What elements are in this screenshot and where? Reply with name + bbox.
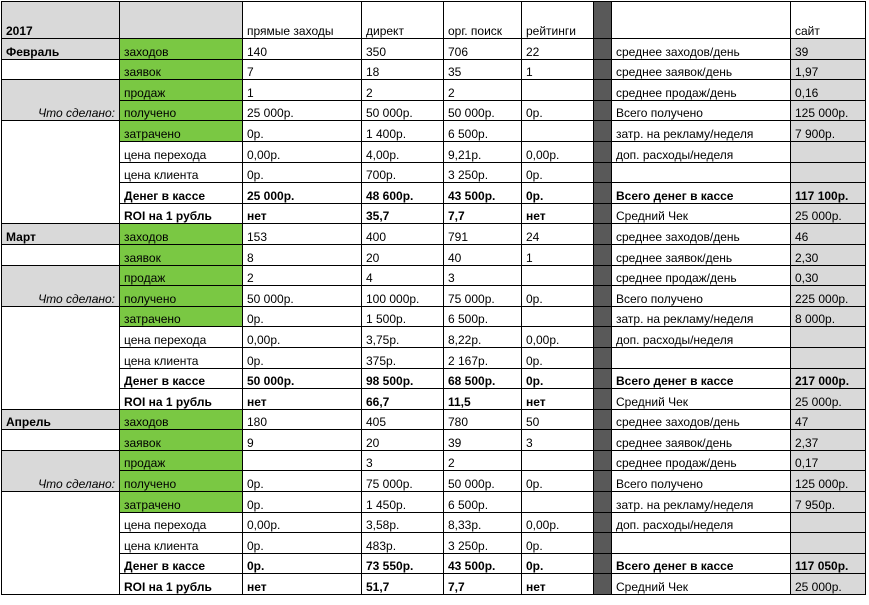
blank-cell[interactable] <box>2 80 120 101</box>
metric-label-cell[interactable]: Денег в кассе <box>120 553 243 574</box>
blank-cell[interactable] <box>2 265 120 286</box>
stat-label-cell[interactable]: Средний Чек <box>612 574 791 595</box>
value-cell[interactable]: 43 500р. <box>444 553 522 574</box>
value-cell[interactable]: 3 <box>362 450 444 471</box>
blank-cell[interactable] <box>2 430 120 451</box>
metric-label-cell[interactable]: затрачено <box>120 306 243 327</box>
table-row <box>2 492 866 513</box>
value-cell[interactable]: 0р. <box>243 492 362 513</box>
separator-column <box>594 306 612 327</box>
metric-label-cell[interactable]: заявок <box>120 59 243 80</box>
value-cell[interactable]: 4,00р. <box>362 141 444 162</box>
value-cell[interactable]: 780 <box>444 409 522 430</box>
value-cell[interactable]: 1 400р. <box>362 121 444 142</box>
table-row <box>2 39 866 60</box>
header-organic[interactable]: орг. поиск <box>444 2 522 39</box>
metric-label-cell[interactable]: цена перехода <box>120 141 243 162</box>
month-name-cell[interactable]: Апрель <box>2 409 120 430</box>
table-row <box>2 59 866 80</box>
stat-value-cell[interactable]: 125 000р. <box>791 471 866 492</box>
metric-label-cell[interactable]: затрачено <box>120 121 243 142</box>
value-cell[interactable]: 3 250р. <box>444 162 522 183</box>
value-cell[interactable]: 140 <box>243 39 362 60</box>
separator-column <box>594 265 612 286</box>
stat-label-cell[interactable]: затр. на рекламу/неделя <box>612 121 791 142</box>
month-name-cell[interactable]: Март <box>2 224 120 245</box>
value-cell[interactable]: 7,7 <box>444 574 522 595</box>
blank-cell[interactable] <box>2 553 120 574</box>
blank-cell[interactable] <box>2 368 120 389</box>
value-cell[interactable]: 8 <box>243 244 362 265</box>
done-label-cell[interactable]: Что сделано: <box>2 286 120 307</box>
value-cell[interactable]: 4 <box>362 265 444 286</box>
value-cell[interactable]: 0р. <box>522 286 594 307</box>
stat-label-cell[interactable] <box>612 347 791 368</box>
stat-label-cell[interactable]: доп. расходы/неделя <box>612 141 791 162</box>
table-row <box>2 327 866 348</box>
table-row <box>2 286 866 307</box>
value-cell[interactable]: 2 <box>444 80 522 101</box>
value-cell[interactable]: 18 <box>362 59 444 80</box>
value-cell[interactable]: 3,75р. <box>362 327 444 348</box>
table-row <box>2 244 866 265</box>
stat-value-cell[interactable] <box>791 162 866 183</box>
table-row <box>2 430 866 451</box>
stat-label-cell[interactable]: среднее продаж/день <box>612 450 791 471</box>
value-cell[interactable]: 0,00р. <box>243 327 362 348</box>
value-cell[interactable]: 1 500р. <box>362 306 444 327</box>
done-label-cell[interactable]: Что сделано: <box>2 100 120 121</box>
value-cell[interactable]: нет <box>522 203 594 224</box>
stat-value-cell[interactable] <box>791 512 866 533</box>
blank-cell[interactable] <box>2 121 120 142</box>
value-cell[interactable]: 700р. <box>362 162 444 183</box>
metric-label-cell[interactable]: затрачено <box>120 492 243 513</box>
stat-label-cell[interactable]: среднее заявок/день <box>612 244 791 265</box>
table-row <box>2 574 866 595</box>
stat-value-cell[interactable] <box>791 347 866 368</box>
value-cell[interactable]: 0р. <box>522 533 594 554</box>
value-cell[interactable]: 50 000р. <box>444 471 522 492</box>
stat-label-cell[interactable] <box>612 533 791 554</box>
stat-label-cell[interactable]: Всего денег в кассе <box>612 553 791 574</box>
separator-column <box>594 430 612 451</box>
separator-column <box>594 492 612 513</box>
table-row <box>2 80 866 101</box>
table-row <box>2 409 866 430</box>
separator-column <box>594 450 612 471</box>
value-cell[interactable]: 483р. <box>362 533 444 554</box>
stat-value-cell[interactable]: 2,37 <box>791 430 866 451</box>
value-cell[interactable]: 75 000р. <box>362 471 444 492</box>
separator-column <box>594 121 612 142</box>
value-cell[interactable]: 50 000р. <box>362 100 444 121</box>
year-cell[interactable]: 2017 <box>2 2 120 39</box>
stat-label-cell[interactable]: среднее заходов/день <box>612 409 791 430</box>
stat-label-cell[interactable]: Средний Чек <box>612 203 791 224</box>
metric-label-cell[interactable]: цена перехода <box>120 327 243 348</box>
stat-value-cell[interactable] <box>791 327 866 348</box>
value-cell[interactable]: 180 <box>243 409 362 430</box>
stat-label-cell[interactable]: среднее заявок/день <box>612 430 791 451</box>
metric-label-cell[interactable]: ROI на 1 рубль <box>120 574 243 595</box>
metric-label-cell[interactable]: цена клиента <box>120 533 243 554</box>
metric-label-cell[interactable]: ROI на 1 рубль <box>120 389 243 410</box>
value-cell[interactable]: 0,00р. <box>522 512 594 533</box>
value-cell[interactable]: 35,7 <box>362 203 444 224</box>
value-cell[interactable]: 0р. <box>522 162 594 183</box>
metric-label-cell[interactable]: Денег в кассе <box>120 368 243 389</box>
stat-label-cell[interactable]: Всего получено <box>612 100 791 121</box>
value-cell[interactable]: 68 500р. <box>444 368 522 389</box>
metric-label-cell[interactable]: цена клиента <box>120 347 243 368</box>
metric-label-cell[interactable]: продаж <box>120 80 243 101</box>
value-cell[interactable]: 0р. <box>522 553 594 574</box>
header-direct-visits[interactable]: прямые заходы <box>243 2 362 39</box>
value-cell[interactable]: 35 <box>444 59 522 80</box>
table-row <box>2 265 866 286</box>
stat-label-cell[interactable]: среднее заходов/день <box>612 224 791 245</box>
table-row <box>2 183 866 204</box>
metric-label-cell[interactable]: цена перехода <box>120 512 243 533</box>
blank-cell[interactable] <box>2 347 120 368</box>
table-row <box>2 471 866 492</box>
separator-column <box>594 409 612 430</box>
stat-label-cell[interactable]: затр. на рекламу/неделя <box>612 492 791 513</box>
value-cell[interactable]: 7,7 <box>444 203 522 224</box>
separator-column <box>594 389 612 410</box>
value-cell[interactable]: 25 000р. <box>243 183 362 204</box>
table-row <box>2 553 866 574</box>
stat-label-cell[interactable]: доп. расходы/неделя <box>612 327 791 348</box>
blank-cell[interactable] <box>2 327 120 348</box>
value-cell[interactable]: 405 <box>362 409 444 430</box>
stat-label-cell[interactable]: Всего получено <box>612 286 791 307</box>
done-label-cell[interactable]: Что сделано: <box>2 471 120 492</box>
value-cell[interactable]: 2 <box>243 265 362 286</box>
value-cell[interactable]: 0р. <box>522 347 594 368</box>
blank-cell[interactable] <box>2 533 120 554</box>
blank-cell[interactable] <box>2 389 120 410</box>
metric-label-cell[interactable]: ROI на 1 рубль <box>120 203 243 224</box>
value-cell[interactable]: 43 500р. <box>444 183 522 204</box>
stat-value-cell[interactable]: 217 000р. <box>791 368 866 389</box>
value-cell[interactable]: 25 000р. <box>243 100 362 121</box>
metric-label-cell[interactable]: продаж <box>120 450 243 471</box>
separator-column <box>594 224 612 245</box>
value-cell[interactable]: 0р. <box>243 347 362 368</box>
value-cell[interactable]: 0,00р. <box>522 327 594 348</box>
header-row <box>2 2 866 39</box>
value-cell[interactable]: 73 550р. <box>362 553 444 574</box>
stat-value-cell[interactable]: 0,16 <box>791 80 866 101</box>
value-cell[interactable]: 11,5 <box>444 389 522 410</box>
metric-label-cell[interactable]: заходов <box>120 409 243 430</box>
blank-cell[interactable] <box>2 574 120 595</box>
separator-column <box>594 59 612 80</box>
separator-column <box>594 286 612 307</box>
value-cell[interactable]: нет <box>522 574 594 595</box>
metric-label-cell[interactable]: получено <box>120 471 243 492</box>
table-row <box>2 162 866 183</box>
separator-column <box>594 533 612 554</box>
value-cell[interactable]: 0р. <box>522 183 594 204</box>
table-row <box>2 306 866 327</box>
stat-value-cell[interactable] <box>791 533 866 554</box>
separator-column <box>594 162 612 183</box>
value-cell[interactable] <box>522 306 594 327</box>
stat-value-cell[interactable]: 47 <box>791 409 866 430</box>
value-cell[interactable]: 0р. <box>522 100 594 121</box>
value-cell[interactable]: 50 000р. <box>444 100 522 121</box>
value-cell[interactable]: 6 500р. <box>444 306 522 327</box>
separator-column <box>594 512 612 533</box>
header-stat-blank[interactable] <box>612 2 791 39</box>
stat-value-cell[interactable]: 46 <box>791 224 866 245</box>
value-cell[interactable]: нет <box>522 389 594 410</box>
stat-value-cell[interactable]: 25 000р. <box>791 203 866 224</box>
table-row <box>2 389 866 410</box>
value-cell[interactable]: 7 <box>243 59 362 80</box>
value-cell[interactable]: 66,7 <box>362 389 444 410</box>
table-row <box>2 224 866 245</box>
stat-value-cell[interactable]: 39 <box>791 39 866 60</box>
value-cell[interactable] <box>522 80 594 101</box>
stat-label-cell[interactable]: доп. расходы/неделя <box>612 512 791 533</box>
separator-column <box>594 327 612 348</box>
value-cell[interactable]: 100 000р. <box>362 286 444 307</box>
value-cell[interactable]: 2 <box>444 450 522 471</box>
value-cell[interactable]: 9,21р. <box>444 141 522 162</box>
separator-column <box>594 80 612 101</box>
value-cell[interactable] <box>522 265 594 286</box>
stat-value-cell[interactable]: 7 900р. <box>791 121 866 142</box>
value-cell[interactable]: 2 167р. <box>444 347 522 368</box>
value-cell[interactable]: 22 <box>522 39 594 60</box>
value-cell[interactable]: 791 <box>444 224 522 245</box>
value-cell[interactable]: 0,00р. <box>243 512 362 533</box>
value-cell[interactable]: 1 450р. <box>362 492 444 513</box>
stat-value-cell[interactable]: 1,97 <box>791 59 866 80</box>
month-name-cell[interactable]: Февраль <box>2 39 120 60</box>
value-cell[interactable]: 9 <box>243 430 362 451</box>
metric-label-cell[interactable]: заходов <box>120 39 243 60</box>
value-cell[interactable]: 6 500р. <box>444 121 522 142</box>
stat-label-cell[interactable]: среднее продаж/день <box>612 80 791 101</box>
stat-value-cell[interactable]: 117 050р. <box>791 553 866 574</box>
value-cell[interactable]: 48 600р. <box>362 183 444 204</box>
blank-cell[interactable] <box>2 512 120 533</box>
metric-label-cell[interactable]: заявок <box>120 244 243 265</box>
value-cell[interactable]: 1 <box>522 59 594 80</box>
value-cell[interactable]: 400 <box>362 224 444 245</box>
separator-column <box>594 2 612 39</box>
stat-label-cell[interactable]: Средний Чек <box>612 389 791 410</box>
value-cell[interactable]: 3,58р. <box>362 512 444 533</box>
stat-value-cell[interactable]: 25 000р. <box>791 389 866 410</box>
value-cell[interactable]: 0р. <box>522 471 594 492</box>
value-cell[interactable]: 51,7 <box>362 574 444 595</box>
value-cell[interactable]: 3 <box>522 430 594 451</box>
stat-label-cell[interactable]: Всего денег в кассе <box>612 368 791 389</box>
metric-label-cell[interactable]: заходов <box>120 224 243 245</box>
value-cell[interactable]: 39 <box>444 430 522 451</box>
blank-cell[interactable] <box>2 183 120 204</box>
blank-cell[interactable] <box>2 492 120 513</box>
table-row <box>2 141 866 162</box>
stat-value-cell[interactable]: 0,17 <box>791 450 866 471</box>
separator-column <box>594 39 612 60</box>
value-cell[interactable]: нет <box>243 574 362 595</box>
stat-label-cell[interactable]: затр. на рекламу/неделя <box>612 306 791 327</box>
separator-column <box>594 347 612 368</box>
table-row <box>2 100 866 121</box>
blank-cell[interactable] <box>2 450 120 471</box>
value-cell[interactable]: 153 <box>243 224 362 245</box>
value-cell[interactable]: 0р. <box>522 368 594 389</box>
separator-column <box>594 368 612 389</box>
blank-cell[interactable] <box>2 162 120 183</box>
stat-value-cell[interactable]: 7 950р. <box>791 492 866 513</box>
stat-value-cell[interactable]: 0,30 <box>791 265 866 286</box>
value-cell[interactable]: 40 <box>444 244 522 265</box>
separator-column <box>594 203 612 224</box>
value-cell[interactable] <box>522 450 594 471</box>
separator-column <box>594 574 612 595</box>
stat-label-cell[interactable]: среднее заявок/день <box>612 59 791 80</box>
separator-column <box>594 141 612 162</box>
stat-value-cell[interactable]: 8 000р. <box>791 306 866 327</box>
stat-label-cell[interactable] <box>612 162 791 183</box>
stat-value-cell[interactable]: 225 000р. <box>791 286 866 307</box>
blank-cell[interactable] <box>2 244 120 265</box>
metric-label-cell[interactable]: продаж <box>120 265 243 286</box>
value-cell[interactable]: 8,22р. <box>444 327 522 348</box>
value-cell[interactable] <box>522 121 594 142</box>
value-cell[interactable]: 0р. <box>243 553 362 574</box>
separator-column <box>594 471 612 492</box>
separator-column <box>594 244 612 265</box>
separator-column <box>594 553 612 574</box>
value-cell[interactable]: 24 <box>522 224 594 245</box>
value-cell[interactable]: 0р. <box>243 162 362 183</box>
blank-cell[interactable] <box>2 203 120 224</box>
separator-column <box>594 100 612 121</box>
value-cell[interactable]: 3 250р. <box>444 533 522 554</box>
value-cell[interactable]: 0р. <box>243 471 362 492</box>
value-cell[interactable]: 706 <box>444 39 522 60</box>
value-cell[interactable]: 75 000р. <box>444 286 522 307</box>
value-cell[interactable]: 1 <box>243 80 362 101</box>
table-row <box>2 450 866 471</box>
value-cell[interactable]: 0р. <box>243 121 362 142</box>
stat-value-cell[interactable]: 25 000р. <box>791 574 866 595</box>
value-cell[interactable] <box>522 492 594 513</box>
stat-value-cell[interactable]: 125 000р. <box>791 100 866 121</box>
value-cell[interactable]: 50 000р. <box>243 286 362 307</box>
stat-label-cell[interactable]: Всего получено <box>612 471 791 492</box>
value-cell[interactable]: 50 <box>522 409 594 430</box>
stat-label-cell[interactable]: среднее заходов/день <box>612 39 791 60</box>
stat-label-cell[interactable]: среднее продаж/день <box>612 265 791 286</box>
value-cell[interactable]: 98 500р. <box>362 368 444 389</box>
value-cell[interactable]: 375р. <box>362 347 444 368</box>
value-cell[interactable]: 1 <box>522 244 594 265</box>
value-cell[interactable]: 0,00р. <box>522 141 594 162</box>
header-direct[interactable]: директ <box>362 2 444 39</box>
table-row <box>2 533 866 554</box>
metric-label-cell[interactable]: цена клиента <box>120 162 243 183</box>
header-ratings[interactable]: рейтинги <box>522 2 594 39</box>
stat-value-cell[interactable] <box>791 141 866 162</box>
header-site[interactable]: сайт <box>791 2 866 39</box>
metric-label-cell[interactable]: заявок <box>120 430 243 451</box>
blank-cell[interactable] <box>2 306 120 327</box>
stat-label-cell[interactable]: Всего денег в кассе <box>612 183 791 204</box>
value-cell[interactable]: нет <box>243 203 362 224</box>
metric-label-cell[interactable]: Денег в кассе <box>120 183 243 204</box>
value-cell[interactable]: 0р. <box>243 533 362 554</box>
table-row <box>2 347 866 368</box>
separator-column <box>594 183 612 204</box>
value-cell[interactable]: 6 500р. <box>444 492 522 513</box>
value-cell[interactable]: 350 <box>362 39 444 60</box>
stat-value-cell[interactable]: 2,30 <box>791 244 866 265</box>
table-row <box>2 368 866 389</box>
value-cell[interactable] <box>243 450 362 471</box>
blank-cell[interactable] <box>2 59 120 80</box>
value-cell[interactable]: 2 <box>362 80 444 101</box>
table-row <box>2 121 866 142</box>
table-row <box>2 203 866 224</box>
value-cell[interactable]: 3 <box>444 265 522 286</box>
value-cell[interactable]: 8,33р. <box>444 512 522 533</box>
table-row <box>2 512 866 533</box>
value-cell[interactable]: 20 <box>362 430 444 451</box>
value-cell[interactable]: 50 000р. <box>243 368 362 389</box>
blank-cell[interactable] <box>2 141 120 162</box>
value-cell[interactable]: нет <box>243 389 362 410</box>
report-table <box>1 1 866 595</box>
metric-label-cell[interactable]: получено <box>120 100 243 121</box>
value-cell[interactable]: 0,00р. <box>243 141 362 162</box>
stat-value-cell[interactable]: 117 100р. <box>791 183 866 204</box>
metric-label-cell[interactable]: получено <box>120 286 243 307</box>
value-cell[interactable]: 0р. <box>243 306 362 327</box>
header-blank-cell[interactable] <box>120 2 243 39</box>
value-cell[interactable]: 20 <box>362 244 444 265</box>
